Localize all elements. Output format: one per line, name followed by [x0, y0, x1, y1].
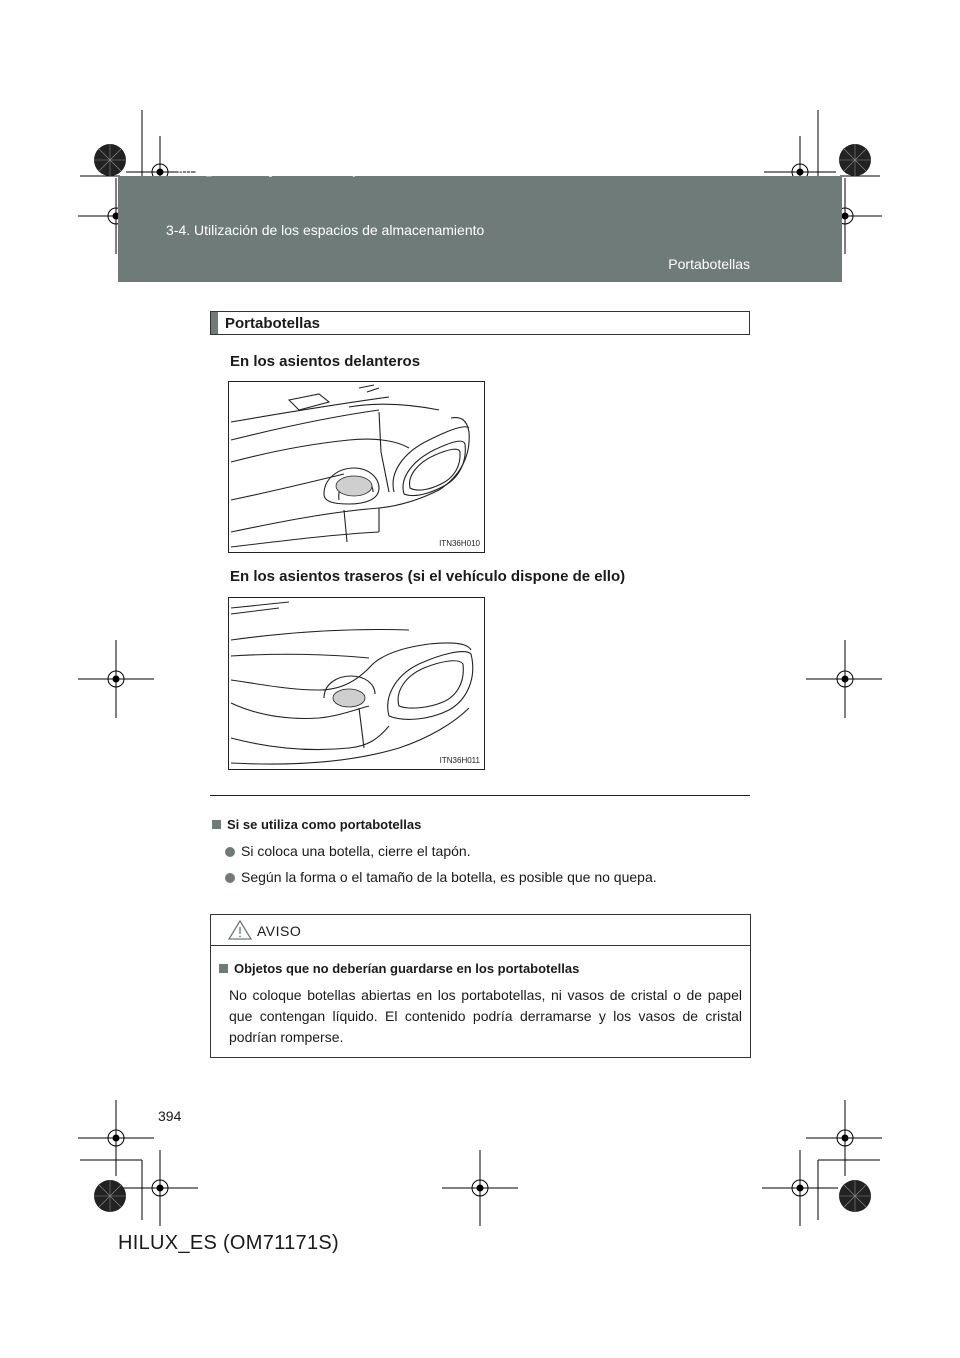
- warning-triangle-icon: [227, 919, 253, 941]
- list-item: [225, 869, 657, 885]
- page-number: 394: [158, 1108, 182, 1124]
- front-seats-heading: En los asientos delanteros: [230, 353, 421, 370]
- notes-heading-text: Si se utiliza como portabotellas: [227, 817, 422, 832]
- list-item-text: Si coloca una botella, cierre el tapón.: [241, 843, 471, 859]
- warning-box: [210, 914, 751, 1058]
- warning-body: No coloque botellas abiertas en los portabotellas, ni vasos de cristal o de papel que contengan líquido. El contenido podría derramarse y los vasos de cristal podrían romperse.: [229, 987, 742, 1045]
- chapter-title: 3-4. Utilización de los espacios de almacenamiento: [166, 222, 485, 238]
- list-item-text: Según la forma o el tamaño de la botella, es posible que no quepa.: [241, 869, 657, 885]
- warning-title: AVISO: [257, 923, 302, 939]
- warning-subheading: [219, 961, 579, 976]
- front-door-illustration: [229, 382, 484, 552]
- rear-seats-heading: En los asientos traseros (si el vehículo dispone de ello): [230, 568, 626, 585]
- title-accent-bar: [211, 312, 218, 334]
- warning-subheading-text: Objetos que no deberían guardarse en los portabotellas: [234, 961, 580, 976]
- rear-bottle-holder-figure: [228, 597, 485, 770]
- section-title: Portabotellas: [668, 256, 750, 272]
- section-divider: [210, 795, 750, 796]
- rear-door-illustration: [229, 598, 484, 769]
- warning-header: [211, 915, 750, 946]
- model-code: HILUX_ES (OM71171S): [118, 1232, 339, 1254]
- square-bullet-icon: [212, 820, 221, 829]
- book-info-line: HILUX_ES.book Page 394 Wednesday, March 23, 2011 4:15 PM: [178, 168, 493, 178]
- page-title: Portabotellas: [225, 315, 321, 332]
- round-bullet-icon: [225, 873, 235, 883]
- round-bullet-icon: [225, 847, 235, 857]
- page-title-box: [210, 311, 750, 335]
- front-figure-code: ITN36H010: [439, 539, 480, 548]
- notes-heading: [212, 817, 421, 832]
- square-bullet-icon: [219, 964, 228, 973]
- list-item: [225, 843, 471, 859]
- front-bottle-holder-figure: [228, 381, 485, 553]
- rear-figure-code: ITN36H011: [439, 756, 480, 765]
